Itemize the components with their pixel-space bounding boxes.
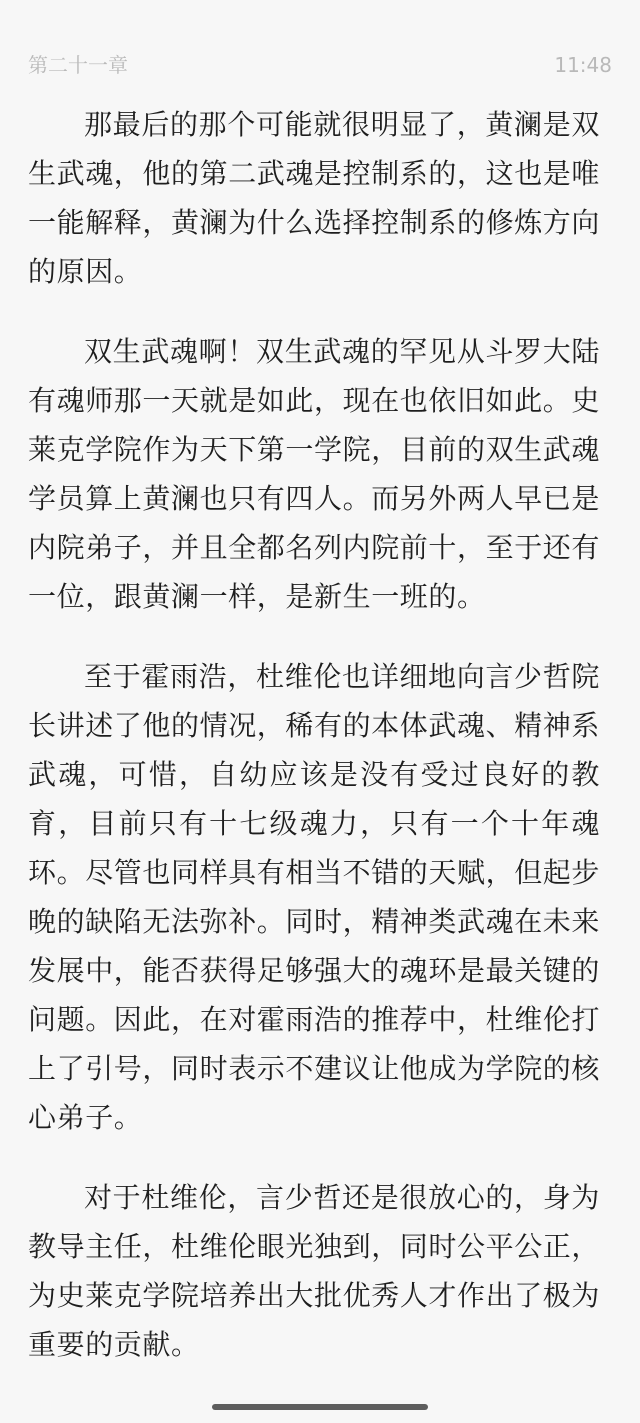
chapter-title: 第二十一章 [28, 53, 128, 77]
reading-page[interactable] [28, 100, 600, 1400]
home-indicator[interactable] [212, 1404, 428, 1410]
clock-time: 11:48 [554, 53, 612, 77]
text-paragraph: 对于杜维伦，言少哲还是很放心的，身为教导主任，杜维伦眼光独到，同时公平公正，为史莱克学院培养出大批优秀人才作出了极为重要的贡献。 [28, 1181, 601, 1361]
text-paragraph: 双生武魂啊！双生武魂的罕见从斗罗大陆有魂师那一天就是如此，现在也依旧如此。史莱克学院作为天下第一学院，目前的双生武魂学员算上黄澜也只有四人。而另外两人早已是内院弟子，并且全都名列内院前十，至于还有一位，跟黄澜一样，是新生一班的。 [28, 335, 601, 613]
reader-status-bar [28, 52, 612, 78]
text-paragraph: 那最后的那个可能就很明显了，黄澜是双生武魂，他的第二武魂是控制系的，这也是唯一能解释，黄澜为什么选择控制系的修炼方向的原因。 [28, 108, 601, 288]
text-paragraph: 至于霍雨浩，杜维伦也详细地向言少哲院长讲述了他的情况，稀有的本体武魂、精神系武魂，可惜，自幼应该是没有受过良好的教育，目前只有十七级魂力，只有一个十年魂环。尽管也同样具有相当不错的天赋，但起步晚的缺陷无法弥补。同时，精神类武魂在未来发展中，能否获得足够强大的魂环是最关键的问题。因此，在对霍雨浩的推荐中，杜维伦打上了引号，同时表示不建议让他成为学院的核心弟子。 [28, 660, 601, 1134]
